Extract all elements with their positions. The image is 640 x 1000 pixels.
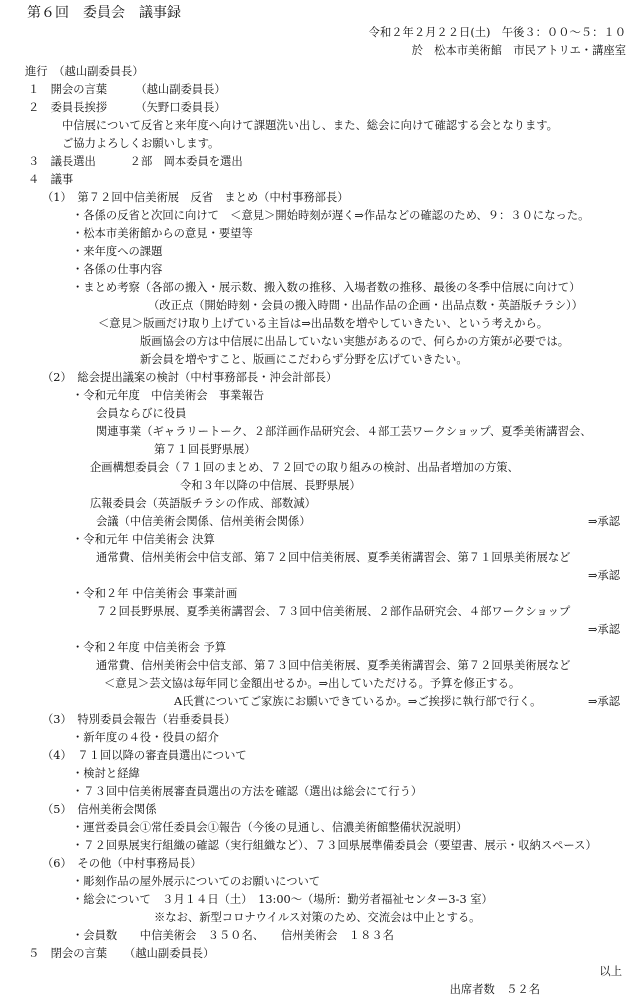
agenda-bullet: ・運営委員会①常任委員会①報告（今後の見通し、信濃美術館整備状況説明） <box>72 821 468 834</box>
agenda-bullet: ・７３回中信美術展審査員選出の方法を確認（選出は総会にて行う） <box>72 785 423 798</box>
agenda-subitem: 会議（中信美術会関係、信州美術会関係） <box>96 515 311 528</box>
agenda-bullet: ・検討と経緯 <box>72 767 140 780</box>
agenda-bullet: ・松本市美術館からの意見・要望等 <box>72 227 253 240</box>
approved-mark: ⇒承認 <box>587 515 620 528</box>
agenda-bullet: ・令和元年 中信美術会 決算 <box>72 533 215 546</box>
agenda-bullet: ・新年度の４役・役員の紹介 <box>72 731 219 744</box>
agenda-subitem: 通常費、信州美術会中信支部、第７３回中信美術展、夏季美術講習会、第７２回県美術展など <box>96 659 571 672</box>
agenda-subitem: 関連事業（ギャラリートーク、２部洋画作品研究会、４部工芸ワークショップ、夏季美術講習会、 <box>96 425 592 438</box>
agenda-subitem: 企画構想委員会（７１回のまとめ、７２回での取り組みの検討、出品者増加の方策、 <box>90 461 519 474</box>
section-greeting: ２ 委員長挨拶 （矢野口委員長） <box>28 101 226 114</box>
agenda-subitem: 広報委員会（英語版チラシの作成、部数減） <box>90 497 316 510</box>
agenda-bullet: ・まとめ考察（各部の搬入・展示数、搬入数の推移、入場者数の推移、最後の冬季中信展に向けて） <box>72 281 581 294</box>
section-opening: １ 開会の言葉 （越山副委員長） <box>28 83 226 96</box>
agenda-bullet: ・各係の反省と次回に向けて ＜意見＞開始時刻が遅く⇒作品などの確認のため、９：３０になった。 <box>72 209 590 222</box>
approved-mark: ⇒承認 <box>587 569 620 582</box>
greeting-text: ご協力よろしくお願いします。 <box>62 137 220 150</box>
agenda-item-6: （6） その他（中村事務局長） <box>42 857 202 870</box>
agenda-item-3: （3） 特別委員会報告（岩垂委員長） <box>42 713 236 726</box>
agenda-opinion: A氏賞についてご家族にお願いできているか。⇒ご挨拶に執行部で行く。 <box>174 695 542 708</box>
agenda-item-2: （2） 総会提出議案の検討（中村事務部長・沖会計部長） <box>42 371 338 384</box>
agenda-bullet: ・彫刻作品の屋外展示についてのお願いについて <box>72 875 321 888</box>
agenda-bullet: ・７２回県展実行組織の確認（実行組織など）、７３回県展準備委員会（要望書、展示・収納スペース） <box>72 839 597 852</box>
agenda-item-4: （4） ７１回以降の審査員選出について <box>42 749 247 762</box>
agenda-opinion: ＜意見＞芸文協は毎年同じ金額出せるか。⇒出していただける。予算を修正する。 <box>104 677 521 690</box>
agenda-opinion: 版画協会の方は中信展に出品していない実態があるので、何らかの方策が必要では。 <box>140 335 570 348</box>
agenda-opinion: ＜意見＞版画だけ取り上げている主旨は⇒出品数を増やしていきたい、という考えから。 <box>98 317 549 330</box>
agenda-note: （改正点（開始時刻・会員の搬入時間・出品作品の企画・出品点数・英語版チラシ）） <box>148 299 583 312</box>
agenda-bullet: ・令和２年度 中信美術会 予算 <box>72 641 227 654</box>
agenda-bullet: ・総会について ３月１４日（土） 13:00〜（場所：勤労者福祉センター3-3 室） <box>72 893 493 906</box>
agenda-item-1: （1） 第７２回中信美術展 反省 まとめ（中村事務部長） <box>42 191 349 204</box>
section-chair-election: ３ 議長選出 ２部 岡本委員を選出 <box>28 155 243 168</box>
meeting-venue: 於 松本市美術館 市民アトリエ・講座室 <box>411 44 626 57</box>
end-mark: 以上 <box>599 965 622 978</box>
section-closing: ５ 閉会の言葉 （越山副委員長） <box>28 947 215 960</box>
agenda-subitem: 第７１回長野県展） <box>154 443 256 456</box>
document-title: 第６回 委員会 議事録 <box>27 5 181 21</box>
agenda-subitem: 会員ならびに役員 <box>96 407 187 420</box>
agenda-note: ※なお、新型コロナウイルス対策のため、交流会は中止とする。 <box>154 911 481 924</box>
greeting-text: 中信展について反省と来年度へ向けて課題洗い出し、また、総会に向けて確認する会となります。 <box>62 119 558 132</box>
agenda-bullet: ・各係の仕事内容 <box>72 263 163 276</box>
agenda-subitem: 令和３年以降の中信展、長野県展） <box>180 479 361 492</box>
agenda-bullet: ・来年度への課題 <box>72 245 163 258</box>
agenda-item-5: （5） 信州美術会関係 <box>42 803 157 816</box>
section-agenda: ４ 議事 <box>28 173 74 186</box>
approved-mark: ⇒承認 <box>587 623 620 636</box>
attendance-count: 出席者数 ５２名 <box>449 983 540 996</box>
agenda-subitem: ７２回長野県展、夏季美術講習会、７３回中信美術展、２部作品研究会、４部ワークショップ <box>96 605 571 618</box>
meeting-date: 令和２年２月２２日(土) 午後３：００〜５：１０ <box>368 26 626 39</box>
agenda-bullet: ・会員数 中信美術会 ３５０名、 信州美術会 １８３名 <box>72 929 394 942</box>
agenda-bullet: ・令和２年 中信美術会 事業計画 <box>72 587 238 600</box>
chair-line: 進行 （越山副委員長） <box>25 65 144 78</box>
approved-mark: ⇒承認 <box>587 695 620 708</box>
agenda-bullet: ・令和元年度 中信美術会 事業報告 <box>72 389 265 402</box>
agenda-opinion: 新会員を増やすこと、版画にこだわらず分野を広げていきたい。 <box>140 353 468 366</box>
agenda-subitem: 通常費、信州美術会中信支部、第７２回中信美術展、夏季美術講習会、第７１回県美術展など <box>96 551 571 564</box>
